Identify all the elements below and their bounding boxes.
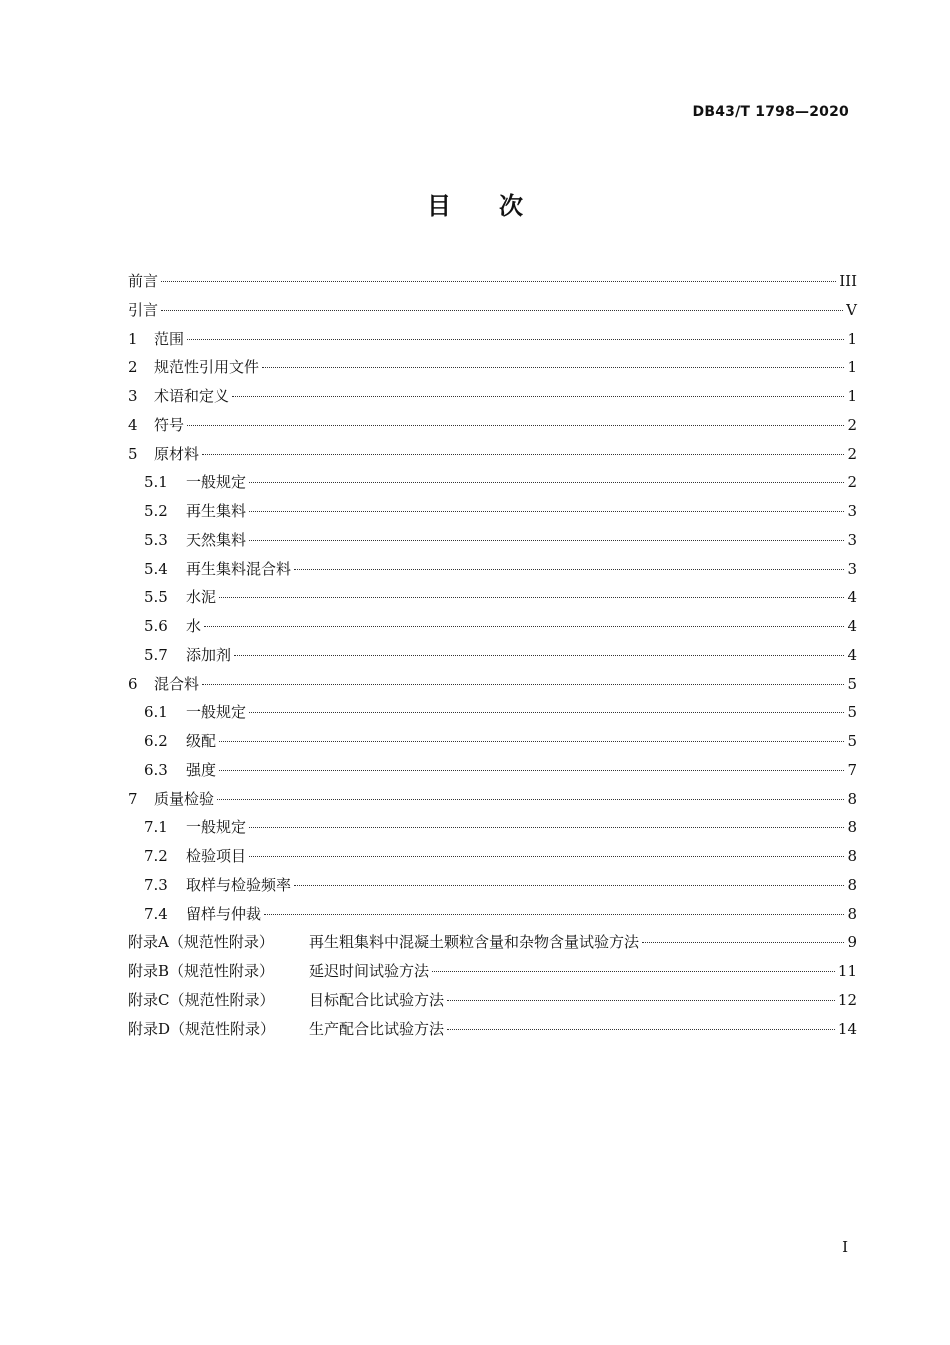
toc-entry-number: 5.2 — [144, 502, 168, 520]
toc-entry-page: 14 — [837, 1019, 857, 1038]
toc-entry[interactable] — [128, 1015, 857, 1044]
toc-entry-title: 添加剂 — [186, 645, 232, 664]
toc-entry-title: 留样与仲裁 — [186, 904, 262, 923]
toc-entry-page: 5 — [847, 703, 857, 722]
toc-leader-dots — [262, 367, 844, 368]
toc-entry[interactable] — [128, 928, 857, 957]
toc-leader-dots — [217, 799, 844, 800]
toc-entry-page: 2 — [847, 473, 857, 492]
toc-entry[interactable] — [128, 871, 857, 900]
toc-entry-number: 3 — [128, 387, 138, 405]
toc-entry-title: 符号 — [154, 415, 185, 434]
toc-entry-page: 12 — [837, 990, 857, 1009]
toc-entry-page: 2 — [847, 415, 857, 434]
toc-leader-dots — [219, 770, 844, 771]
toc-entry-number: 附录C（规范性附录） — [128, 990, 275, 1009]
toc-entry-title: 范围 — [154, 329, 185, 348]
toc-entry-title: 质量检验 — [154, 789, 215, 808]
toc-entry[interactable] — [128, 267, 857, 296]
toc-entry-number: 6.1 — [144, 703, 168, 722]
toc-entry-title: 原材料 — [154, 444, 200, 463]
toc-leader-dots — [187, 425, 844, 426]
toc-leader-dots — [447, 1029, 835, 1030]
toc-entry-page: 1 — [847, 358, 857, 377]
toc-leader-dots — [161, 281, 836, 282]
toc-entry-page: 8 — [847, 789, 857, 808]
toc-entry-number: 7.4 — [144, 904, 168, 923]
toc-entry-number: 7.3 — [144, 875, 168, 894]
toc-entry[interactable] — [128, 842, 857, 871]
toc-entry-title: 天然集料 — [186, 530, 247, 549]
toc-leader-dots — [219, 741, 844, 742]
toc-entry[interactable] — [128, 497, 857, 526]
toc-entry[interactable] — [128, 727, 857, 756]
toc-entry-page: 1 — [847, 387, 857, 405]
toc-entry-number: 5.6 — [144, 617, 168, 635]
toc-entry[interactable] — [128, 813, 857, 842]
toc-entry-page: 8 — [847, 818, 857, 837]
toc-entry-page: 4 — [847, 617, 857, 635]
toc-entry-title: 再生粗集料中混凝土颗粒含量和杂物含量试验方法 — [309, 933, 640, 952]
toc-entry-page: 8 — [847, 847, 857, 865]
toc-entry-page: 4 — [847, 645, 857, 664]
toc-entry[interactable] — [128, 555, 857, 584]
toc-entry-title: 再生集料 — [186, 502, 247, 520]
toc-entry[interactable] — [128, 325, 857, 354]
toc-entry[interactable] — [128, 986, 857, 1015]
toc-entry-title: 一般规定 — [186, 703, 247, 722]
toc-entry-title: 术语和定义 — [154, 387, 230, 405]
toc-entry[interactable] — [128, 411, 857, 440]
toc-entry-title: 引言 — [128, 300, 159, 319]
toc-entry-number: 5.4 — [144, 559, 168, 578]
toc-entry-title: 一般规定 — [186, 818, 247, 837]
toc-entry[interactable] — [128, 296, 857, 325]
toc-entry-title: 生产配合比试验方法 — [309, 1019, 445, 1038]
toc-leader-dots — [204, 626, 844, 627]
toc-entry-number: 5.7 — [144, 645, 168, 664]
toc-entry-page: 4 — [847, 588, 857, 607]
toc-entry-page: 3 — [847, 502, 857, 520]
toc-entry[interactable] — [128, 353, 857, 382]
toc-entry-number: 5.3 — [144, 530, 168, 549]
toc-entry-title: 延迟时间试验方法 — [309, 962, 430, 980]
toc-entry[interactable] — [128, 382, 857, 411]
toc-entry-page: 1 — [847, 329, 857, 348]
toc-entry-page: V — [846, 300, 857, 319]
toc-leader-dots — [294, 885, 844, 886]
toc-leader-dots — [232, 396, 844, 397]
document-code: DB43/T 1798—2020 — [692, 104, 849, 120]
toc-entry-title: 前言 — [128, 272, 159, 290]
toc-entry-number: 5.1 — [144, 473, 168, 492]
toc-entry[interactable] — [128, 670, 857, 699]
table-of-contents — [128, 267, 857, 1043]
toc-entry-number: 5.5 — [144, 588, 168, 607]
toc-entry-number: 附录B（规范性附录） — [128, 962, 275, 980]
toc-entry-title: 混合料 — [154, 674, 200, 693]
toc-leader-dots — [264, 914, 844, 915]
toc-entry-number: 6 — [128, 674, 138, 693]
toc-leader-dots — [432, 971, 835, 972]
toc-entry-page: 3 — [847, 559, 857, 578]
toc-entry-number: 附录D（规范性附录） — [128, 1019, 276, 1038]
toc-entry-number: 6.3 — [144, 760, 168, 779]
toc-entry-number: 1 — [128, 329, 138, 348]
toc-entry-number: 附录A（规范性附录） — [128, 933, 274, 952]
toc-leader-dots — [202, 454, 844, 455]
toc-entry-page: 3 — [847, 530, 857, 549]
page-title: 目次 — [427, 192, 571, 220]
toc-entry[interactable] — [128, 900, 857, 929]
toc-leader-dots — [249, 856, 844, 857]
toc-entry-title: 水 — [186, 617, 202, 635]
toc-leader-dots — [294, 569, 844, 570]
toc-entry-page: 8 — [847, 875, 857, 894]
toc-entry-page: 9 — [847, 933, 857, 952]
toc-leader-dots — [219, 597, 844, 598]
toc-entry[interactable] — [128, 583, 857, 612]
toc-leader-dots — [249, 511, 844, 512]
toc-leader-dots — [202, 684, 844, 685]
toc-entry[interactable] — [128, 785, 857, 814]
toc-entry-number: 5 — [128, 444, 138, 463]
toc-leader-dots — [187, 339, 844, 340]
toc-leader-dots — [249, 482, 844, 483]
toc-entry[interactable] — [128, 641, 857, 670]
toc-entry-page: 5 — [847, 674, 857, 693]
toc-entry-page: 11 — [837, 962, 857, 980]
toc-leader-dots — [161, 310, 843, 311]
toc-entry-number: 7.2 — [144, 847, 168, 865]
toc-entry[interactable] — [128, 756, 857, 785]
toc-entry-page: 7 — [847, 760, 857, 779]
toc-entry-title: 再生集料混合料 — [186, 559, 292, 578]
toc-entry-title: 水泥 — [186, 588, 217, 607]
toc-entry[interactable] — [128, 612, 857, 641]
toc-entry-page: III — [839, 272, 857, 290]
toc-leader-dots — [447, 1000, 835, 1001]
toc-entry-page: 2 — [847, 444, 857, 463]
toc-leader-dots — [249, 540, 844, 541]
toc-entry[interactable] — [128, 526, 857, 555]
toc-entry-title: 目标配合比试验方法 — [309, 990, 445, 1009]
toc-leader-dots — [249, 827, 844, 828]
toc-entry-title: 一般规定 — [186, 473, 247, 492]
page-number: I — [842, 1238, 848, 1256]
toc-leader-dots — [234, 655, 844, 656]
toc-entry-title: 强度 — [186, 760, 217, 779]
toc-entry-title: 取样与检验频率 — [186, 875, 292, 894]
toc-entry-number: 6.2 — [144, 732, 168, 750]
toc-entry-page: 5 — [847, 732, 857, 750]
toc-entry-number: 4 — [128, 415, 138, 434]
toc-entry[interactable] — [128, 468, 857, 497]
toc-leader-dots — [249, 712, 844, 713]
toc-entry-number: 7 — [128, 789, 138, 808]
toc-entry-number: 7.1 — [144, 818, 168, 837]
toc-entry-number: 2 — [128, 358, 138, 377]
toc-entry-title: 规范性引用文件 — [154, 358, 260, 377]
toc-entry-title: 检验项目 — [186, 847, 247, 865]
toc-entry-title: 级配 — [186, 732, 217, 750]
toc-entry[interactable] — [128, 440, 857, 469]
toc-entry[interactable] — [128, 698, 857, 727]
toc-entry[interactable] — [128, 957, 857, 986]
toc-leader-dots — [642, 942, 844, 943]
toc-entry-page: 8 — [847, 904, 857, 923]
